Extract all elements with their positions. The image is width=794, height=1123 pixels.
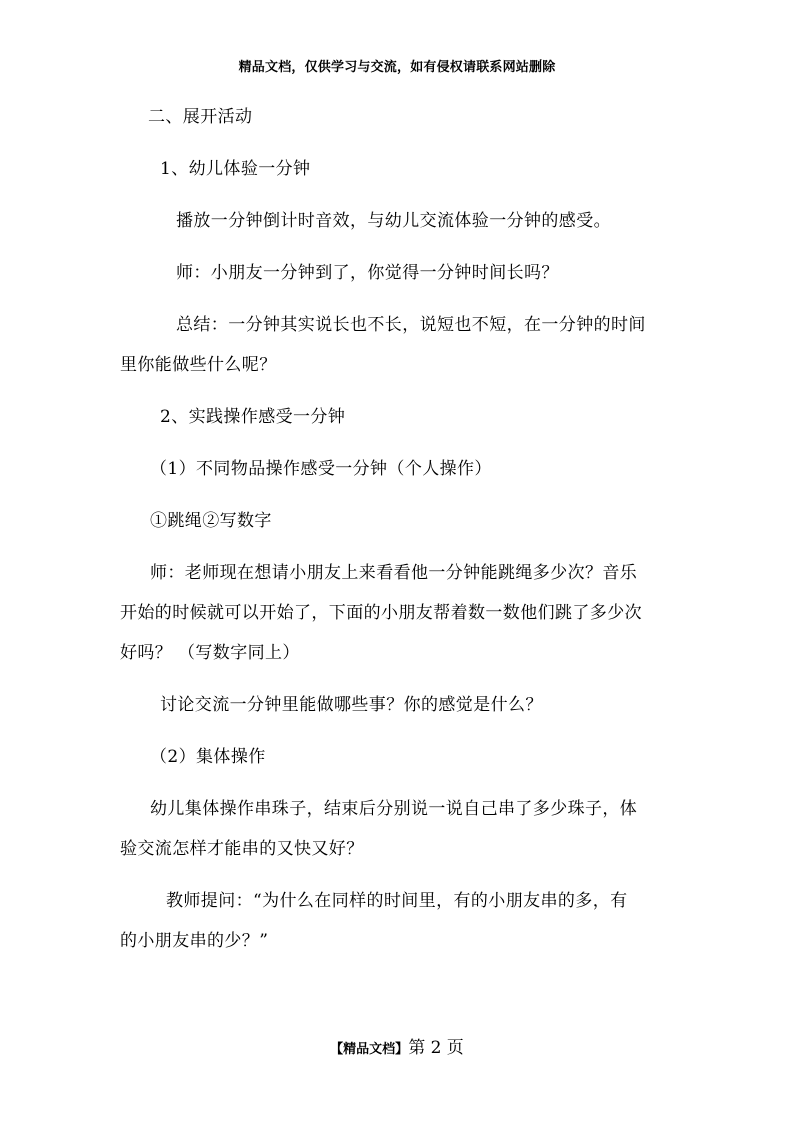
paragraph-5: 讨论交流一分钟里能做哪些事？你的感觉是什么？ (160, 695, 543, 715)
item-2-heading: （2）集体操作 (150, 747, 266, 767)
paragraph-2: 师：小朋友一分钟到了，你觉得一分钟时间长吗？ (176, 263, 559, 283)
paragraph-3-line-2: 里你能做些什么呢？ (120, 355, 277, 375)
paragraph-4-line-3: 好吗？ （写数字同上） (120, 643, 300, 663)
paragraph-1: 播放一分钟倒计时音效，与幼儿交流体验一分钟的感受。 (176, 211, 611, 231)
paragraph-7-line-2: 的小朋友串的少？” (120, 931, 269, 951)
subsection-title-2: 2、实践操作感受一分钟 (160, 407, 346, 427)
paragraph-3-line-1: 总结：一分钟其实说长也不长，说短也不短，在一分钟的时间 (176, 315, 646, 335)
item-1-list: ①跳绳②写数字 (150, 511, 272, 531)
section-title: 二、展开活动 (148, 107, 253, 127)
paragraph-7-line-1: 教师提问：“为什么在同样的时间里，有的小朋友串的多，有 (166, 891, 628, 911)
page-footer (0, 1033, 794, 1058)
subsection-title-1: 1、幼儿体验一分钟 (160, 159, 311, 179)
item-1-heading: （1）不同物品操作感受一分钟（个人操作） (150, 459, 492, 479)
paragraph-6-line-2: 验交流怎样才能串的又快又好？ (120, 839, 364, 859)
paragraph-4-line-1: 师：老师现在想请小朋友上来看看他一分钟能跳绳多少次？音乐 (150, 563, 638, 583)
paragraph-6-line-1: 幼儿集体操作串珠子，结束后分别说一说自己串了多少珠子，体 (150, 799, 638, 819)
page-header: 精品文档，仅供学习与交流，如有侵权请联系网站删除 (238, 60, 556, 75)
page-number: 第 2 页 (408, 1038, 464, 1058)
footer-tag: 【精品文档】 (330, 1042, 409, 1057)
paragraph-4-line-2: 开始的时候就可以开始了，下面的小朋友帮着数一数他们跳了多少次 (120, 603, 642, 623)
